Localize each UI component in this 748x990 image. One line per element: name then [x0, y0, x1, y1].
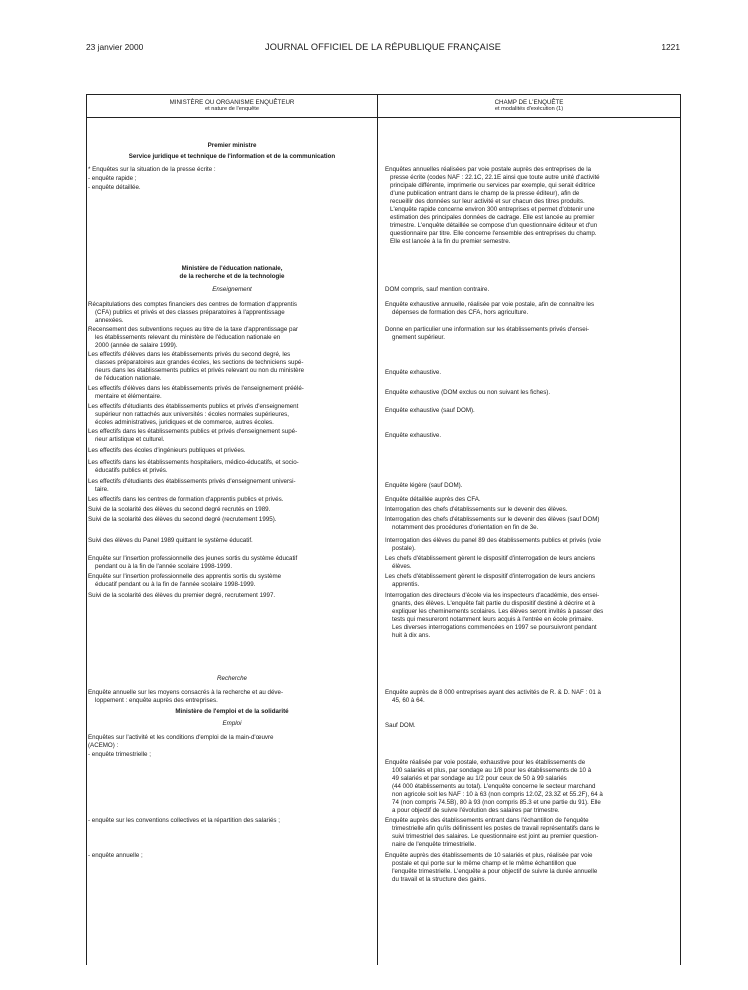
survey-scope-line: expliquer les cheminements scolaires. Les élèves seront invités à passer des: [392, 608, 604, 615]
survey-scope-line: Les chefs d'établissement gèrent le dispositif d'interrogation de leurs anciens: [385, 555, 596, 562]
issue-date: 23 janvier 2000: [86, 42, 144, 52]
survey-nature-line: - enquête rapide ;: [88, 175, 137, 182]
survey-scope-line: postale).: [392, 545, 416, 552]
right-column-header: [378, 99, 680, 113]
survey-scope-line: Enquête auprès des établissements de 10 salariés et plus, réalisée par voie: [385, 852, 593, 859]
survey-nature-line: Les effectifs d'étudiants des établissements privés d'enseignement universi-: [88, 478, 296, 485]
survey-table: [86, 94, 681, 965]
survey-scope-line: principale différente, imprimerie ou services par exemple, qui serait éditrice: [390, 182, 596, 189]
survey-nature-line: Les effectifs dans les établissements publics et privés d'enseignement supé-: [88, 428, 298, 435]
survey-scope-line: Enquête auprès des établissements entrant dans l'échantillon de l'enquête: [385, 817, 589, 824]
survey-nature-line: Les effectifs des écoles d'ingénieurs publiques et privées.: [88, 447, 246, 454]
survey-nature-line: Recensement des subventions reçues au titre de la taxe d'apprentissage par: [88, 326, 298, 333]
survey-nature-line: pendant ou à la fin de l'année scolaire 1998-1999.: [95, 563, 233, 570]
survey-nature-line: Les effectifs d'étudiants des établissements publics et privés d'enseignement: [88, 403, 299, 410]
survey-scope-line: apprentis.: [392, 581, 420, 588]
survey-scope-line: Enquête auprès de 8 000 entreprises ayant des activités de R. & D. NAF : 01 à: [385, 689, 601, 696]
survey-scope-line: postale et qui porte sur le même champ et le même échantillon que: [392, 860, 577, 867]
section-heading: Ministère de l'éducation nationale,: [181, 265, 283, 272]
survey-nature-line: loppement : enquête auprès des entreprises.: [95, 697, 218, 704]
survey-scope-line: Enquête détaillée auprès des CFA.: [385, 496, 481, 503]
survey-nature-line: - enquête trimestrielle ;: [88, 751, 151, 758]
survey-scope-line: questionnaire par titre. Elle concerne l'ensemble des entreprises du champ.: [390, 230, 597, 237]
section-heading: Premier ministre: [207, 142, 257, 149]
survey-scope-line: suivi trimestriel des salaires. Le questionnaire est joint au premier question-: [392, 833, 599, 840]
header-divider: [87, 117, 680, 118]
survey-nature-line: Suivi de la scolarité des élèves du second degré (recrutement 1995).: [88, 516, 277, 523]
survey-nature-line: mentaire et élémentaire.: [95, 393, 162, 400]
survey-nature-line: Enquêtes sur l'activité et les conditions d'emploi de la main-d'œuvre: [88, 734, 274, 741]
survey-nature-line: Enquête sur l'insertion professionnelle des apprentis sortis du système: [88, 573, 282, 580]
survey-scope-line: naire de l'enquête trimestrielle.: [392, 841, 477, 848]
survey-scope-line: notamment des procédures d'orientation en fin de 3e.: [392, 524, 539, 531]
survey-scope-line: a pour objectif de suivre l'évolution des salaires par trimestre.: [392, 807, 560, 814]
survey-scope-line: (44 000 établissements au total). L'enquête concerne le secteur marchand: [392, 783, 596, 790]
survey-nature-line: Suivi de la scolarité des élèves du second degré recrutés en 1989.: [88, 506, 271, 513]
survey-nature-line: supérieur non rattachés aux universités : écoles normales supérieures,: [95, 411, 289, 418]
left-column-subtitle: et nature de l'enquête: [205, 106, 259, 113]
survey-nature-line: Enquête sur l'insertion professionnelle des jeunes sortis du système éducatif: [88, 555, 298, 562]
right-column-title: CHAMP DE L'ENQUÊTE: [494, 99, 564, 106]
survey-scope-line: gnants, des élèves. L'enquête fait partie du dispositif destiné à décrire et à: [392, 600, 596, 607]
survey-scope-line: Interrogation des élèves du panel 89 des établissements publics et privés (voie: [385, 537, 602, 544]
survey-nature-line: Les effectifs d'élèves dans les établissements privés de l'enseignement préélé-: [88, 385, 304, 392]
survey-scope-line: presse écrite (codes NAF : 22.1C, 22.1E ainsi que toute autre unité d'activité: [390, 174, 600, 181]
survey-nature-line: Enquête annuelle sur les moyens consacrés à la recherche et au déve-: [88, 689, 284, 696]
left-column-title: MINISTÈRE OU ORGANISME ENQUÊTEUR: [169, 99, 295, 106]
survey-nature-line: Récapitulations des comptes financiers des centres de formation d'apprentis: [88, 301, 297, 308]
section-heading: Ministère de l'emploi et de la solidarité: [175, 708, 289, 715]
survey-nature-line: écoles administratives, juridiques et de commerce, autres écoles.: [95, 419, 274, 426]
survey-nature-line: classes préparatoires aux grandes écoles, les sections de techniciens supé-: [95, 359, 304, 366]
survey-nature-line: Suivi de la scolarité des élèves du premier degré, recrutement 1997.: [88, 592, 276, 599]
survey-nature-line: * Enquêtes sur la situation de la presse écrite :: [88, 166, 216, 173]
survey-scope-line: Enquête exhaustive (DOM exclus ou non suivant les fiches).: [385, 389, 551, 396]
survey-nature-line: Les effectifs d'élèves dans les établissements privés du second degré, les: [88, 351, 291, 358]
survey-scope-line: Enquête légère (sauf DOM).: [385, 482, 463, 489]
survey-scope-line: tests qui mesureront notamment leurs acquis à l'entrée en école primaire.: [392, 616, 594, 623]
journal-title: JOURNAL OFFICIEL DE LA RÉPUBLIQUE FRANÇAISE: [265, 42, 501, 52]
survey-nature-line: annexées.: [95, 317, 124, 324]
section-heading: Emploi: [222, 720, 242, 727]
survey-scope-line: Interrogation des chefs d'établissements sur le devenir des élèves (sauf DOM): [385, 516, 600, 523]
survey-nature-line: (CFA) publics et privés et des classes préparatoires à l'apprentissage: [95, 309, 285, 316]
section-heading: Service juridique et technique de l'information et de la communication: [128, 153, 336, 160]
left-column-header: [87, 99, 377, 113]
survey-scope-line: Enquêtes annuelles réalisées par voie postale auprès des entreprises de la: [385, 166, 592, 173]
survey-scope-line: Les chefs d'établissement gèrent le dispositif d'interrogation de leurs anciens: [385, 573, 596, 580]
section-heading: de la recherche et de la technologie: [179, 273, 285, 280]
survey-scope-line: Donne en particulier une information sur les établissements privés d'ensei-: [385, 326, 590, 333]
survey-scope-line: Les diverses interrogations commencées en 1997 se poursuivront pendant: [392, 624, 597, 631]
survey-nature-line: de l'éducation nationale.: [95, 375, 162, 382]
survey-scope-line: Enquête exhaustive annuelle, réalisée par voie postale, afin de connaître les: [385, 301, 595, 308]
survey-scope-line: Interrogation des chefs d'établissements sur le devenir des élèves.: [385, 506, 568, 513]
survey-scope-line: Enquête exhaustive (sauf DOM).: [385, 407, 475, 414]
survey-scope-line: recueillir des données sur leur activité et sur chacun des titres produits.: [390, 198, 585, 205]
survey-nature-line: Suivi des élèves du Panel 1989 quittant le système éducatif.: [88, 537, 253, 544]
survey-scope-line: dépenses de formation des CFA, hors agriculture.: [392, 309, 529, 316]
survey-nature-line: rieurs dans les établissements publics et privés relevant ou non du ministère: [95, 367, 305, 374]
survey-scope-line: d'une publication entrant dans le champ de la presse éditeur), afin de: [390, 190, 580, 197]
survey-scope-line: Sauf DOM.: [385, 722, 416, 729]
column-divider: [377, 95, 378, 965]
survey-scope-line: du travail et la structure des gains.: [392, 876, 487, 883]
survey-nature-line: éducatif pendant ou à la fin de l'année scolaire 1998-1999.: [95, 581, 256, 588]
survey-nature-line: - enquête sur les conventions collectives et la répartition des salariés ;: [88, 817, 280, 824]
survey-scope-line: 45, 60 à 64.: [392, 697, 425, 704]
section-heading: Recherche: [217, 675, 247, 682]
survey-scope-line: Elle est lancée à la fin du premier semestre.: [390, 238, 511, 245]
survey-scope-line: 100 salariés et plus, par sondage au 1/8 pour les établissements de 10 à: [392, 767, 592, 774]
survey-scope-line: Interrogation des directeurs d'école via les inspecteurs d'académie, des ensei-: [385, 592, 600, 599]
survey-nature-line: éducatifs publics et privés.: [95, 467, 168, 474]
survey-scope-line: Enquête exhaustive.: [385, 369, 442, 376]
survey-scope-line: huit à dix ans.: [392, 632, 431, 639]
page-header: [86, 42, 680, 56]
survey-nature-line: - enquête détaillée.: [88, 184, 141, 191]
survey-scope-line: non agricole soit les NAF : 10 à 63 (non compris 12.0Z, 23.3Z et 55.2F), 64 à: [392, 791, 603, 798]
survey-scope-line: élèves.: [392, 563, 412, 570]
survey-nature-line: Les effectifs dans les établissements hospitaliers, médico-éducatifs, et socio-: [88, 459, 299, 466]
survey-scope-line: 49 salariés et par sondage au 1/2 pour ceux de 50 à 99 salariés: [392, 775, 567, 782]
survey-scope-line: trimestrielle afin qu'ils définissent les postes de travail représentatifs dans le: [392, 825, 600, 832]
page-number: 1221: [661, 42, 680, 52]
survey-nature-line: les établissements relevant du ministère de l'éducation nationale en: [95, 334, 281, 341]
survey-nature-line: rieur artistique et culturel.: [95, 436, 165, 443]
survey-scope-line: estimation des principales données de cadrage. Elle est lancée au premier: [390, 214, 595, 221]
survey-scope-line: L'enquête rapide concerne environ 300 entreprises et permet d'obtenir une: [390, 206, 595, 213]
survey-scope-line: gnement supérieur.: [392, 334, 445, 341]
survey-scope-line: trimestre. L'enquête détaillée se compose d'un questionnaire éditeur et d'un: [390, 222, 598, 229]
section-heading: Enseignement: [212, 286, 252, 293]
survey-nature-line: - enquête annuelle ;: [88, 852, 143, 859]
survey-scope-line: Enquête réalisée par voie postale, exhaustive pour les établissements de: [385, 759, 586, 766]
survey-nature-line: (ACEMO) :: [88, 742, 119, 749]
survey-scope-line: Enquête exhaustive.: [385, 432, 442, 439]
survey-nature-line: 2000 (année de salaire 1999).: [95, 342, 178, 349]
survey-scope-line: 74 (non compris 74.5B), 80 à 93 (non compris 85.3 et une partie du 91). Elle: [392, 799, 601, 806]
survey-nature-line: taire.: [95, 486, 109, 493]
right-column-subtitle: et modalités d'exécution (1): [494, 106, 564, 113]
survey-scope-line: DOM compris, sauf mention contraire.: [385, 286, 490, 293]
survey-scope-line: l'enquête trimestrielle. L'enquête a pour objectif de suivre la durée annuelle: [392, 868, 598, 875]
survey-nature-line: Les effectifs dans les centres de formation d'apprentis publics et privés.: [88, 496, 284, 503]
